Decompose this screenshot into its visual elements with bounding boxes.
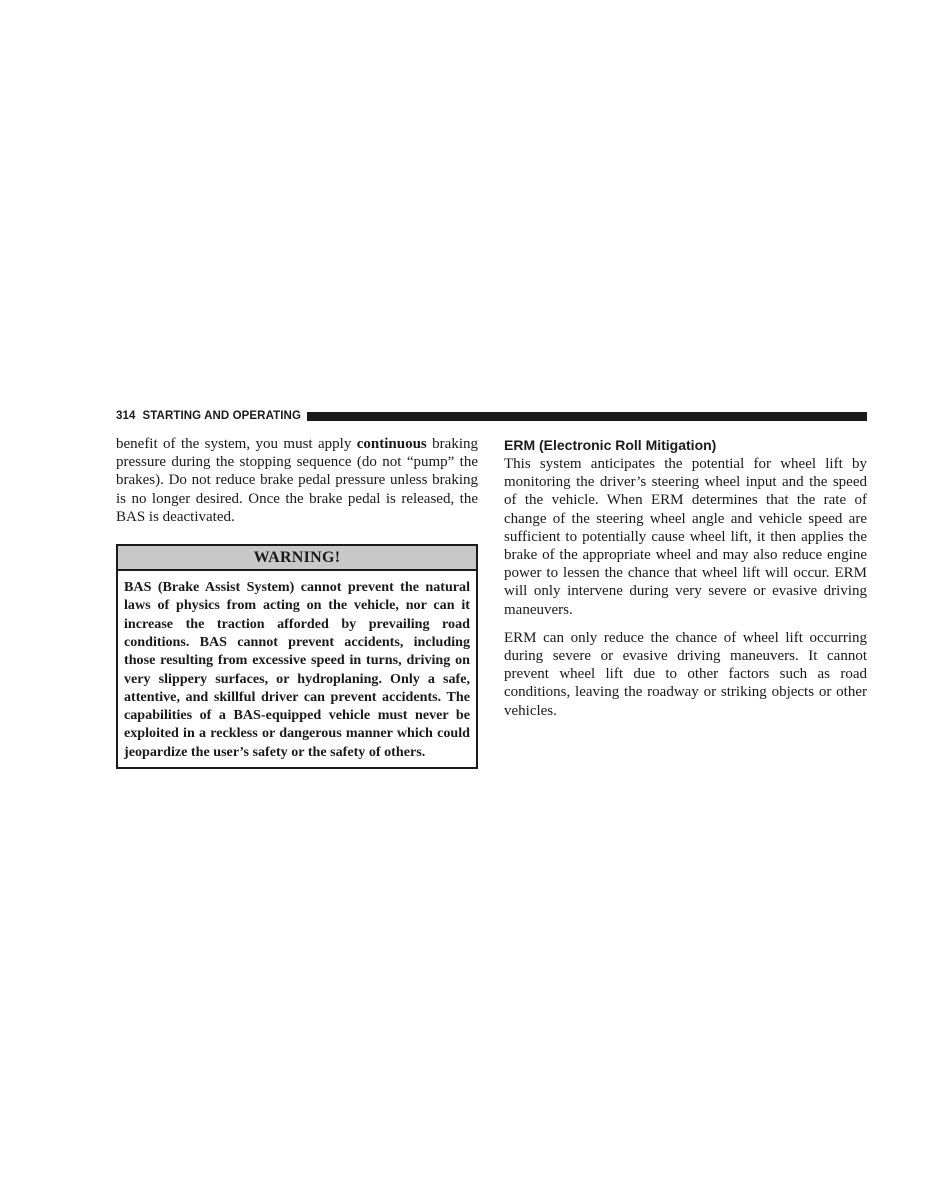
left-column <box>116 435 478 769</box>
warning-box <box>116 544 478 769</box>
right-column <box>504 435 867 720</box>
warning-body: BAS (Brake Assist System) cannot prevent the natural laws of physics from acting on the vehicle, nor can it increase the traction afforded by prevailing road conditions. BAS cannot prevent accidents, including those resulting from excessive speed in turns, driving on very slippery surfaces, or hydroplaning. Only a safe, attentive, and skillful driver can prevent accidents. The capabilities of a BAS-equipped vehicle must never be exploited in a reckless or dangerous manner which could jeopardize the user’s safety or the safety of others. <box>124 579 470 760</box>
erm-paragraph-1: This system anticipates the potential for wheel lift by monitoring the driver’s steering wheel input and the speed of the vehicle. When ERM determines that the rate of change of the steering wheel angle and vehicle speed are sufficient to potentially cause wheel lift, it then applies the brake of the appropriate wheel and may also reduce engine power to lessen the chance that wheel lift will occur. ERM will only intervene during very severe or evasive driving maneuvers. <box>504 456 867 618</box>
warning-title: WARNING! <box>118 546 476 571</box>
intro-text-after: braking pressure during the stopping sequence (do not “pump” the brakes). Do not reduce brake pedal pressure unless braking is no longer desired. Once the brake pedal is released, the BAS is deactivated. <box>116 436 478 525</box>
erm-heading: ERM (Electronic Roll Mitigation) <box>504 437 717 453</box>
intro-paragraph <box>116 435 478 526</box>
header-rule <box>307 412 867 421</box>
intro-bold-term: continuous <box>356 436 427 452</box>
section-title: STARTING AND OPERATING <box>142 410 302 422</box>
intro-text-before: benefit of the system, you must apply <box>116 436 357 452</box>
erm-paragraph-2: ERM can only reduce the chance of wheel lift occurring during severe or evasive driving maneuvers. It cannot prevent wheel lift due to other factors such as road conditions, leaving the roadway or striking objects or other vehicles. <box>504 629 867 719</box>
page-header <box>116 409 867 423</box>
page-number: 314 <box>116 410 136 422</box>
